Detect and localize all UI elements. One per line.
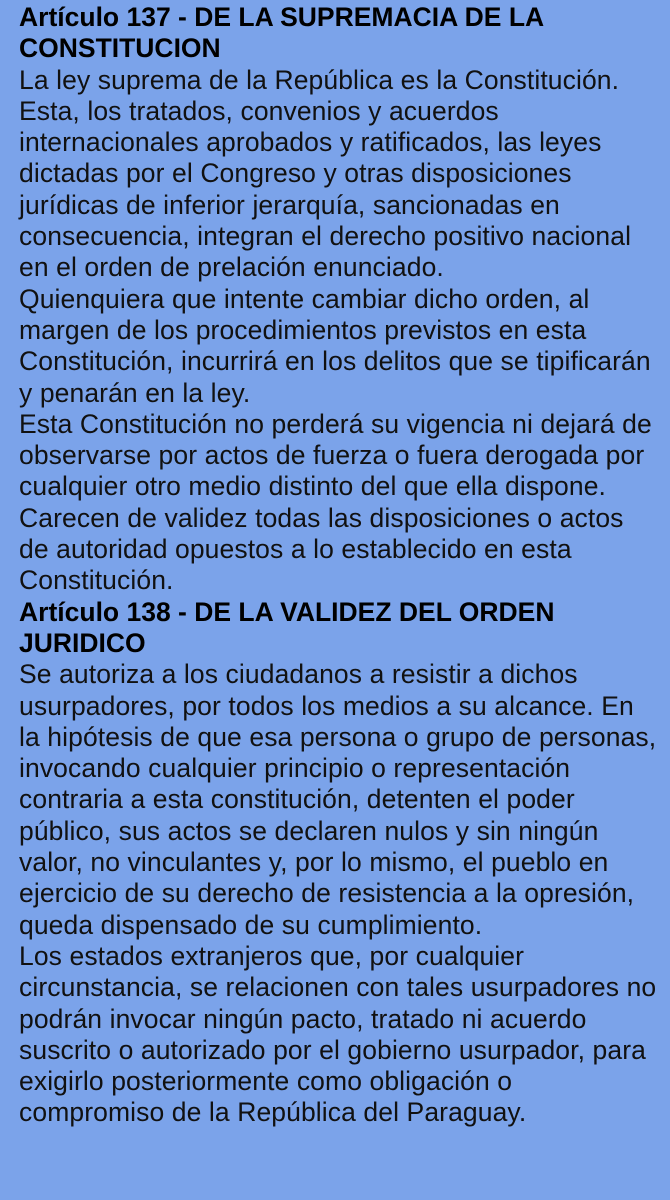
article-137-paragraph-4: Carecen de validez todas las disposiciones o actos de autoridad opuestos a lo establecido en esta Constitución. (19, 502, 624, 596)
article-138-heading: Artículo 138 - DE LA VALIDEZ DEL ORDEN JURIDICO (19, 596, 555, 658)
article-137 (19, 2, 658, 597)
article-138-paragraph-1: Se autoriza a los ciudadanos a resistir a dichos usurpadores, por todos los medios a su alcance. En la hipótesis de que esa persona o grupo de personas, invocando cualquier principio o representación contraria a esta constitución, detenten el poder público, sus actos se declaren nulos y sin ningún valor, no vinculantes y, por lo mismo, el pueblo en ejercicio de su derecho de resistencia a la opresión, queda dispensado de su cumplimiento. (19, 659, 657, 940)
article-137-paragraph-1: La ley suprema de la República es la Constitución. Esta, los tratados, convenios y acuerdos internacionales aprobados y ratificados, las leyes dictadas por el Congreso y otras disposiciones jurídicas de inferior jerarquía, sancionadas en consecuencia, integran el derecho positivo nacional en el orden de prelación enunciado. (19, 64, 632, 283)
article-137-heading: Artículo 137 - DE LA SUPREMACIA DE LA CONSTITUCION (19, 2, 544, 64)
article-138 (19, 597, 658, 1129)
article-137-paragraph-3: Esta Constitución no perderá su vigencia ni dejará de observarse por actos de fuerza o fuera derogada por cualquier otro medio distinto del que ella dispone. (19, 408, 652, 502)
article-138-paragraph-2: Los estados extranjeros que, por cualquier circunstancia, se relacionen con tales usurpadores no podrán invocar ningún pacto, tratado ni acuerdo suscrito o autorizado por el gobierno usurpador, para exigirlo posteriormente como obligación o compromiso de la República del Paraguay. (19, 940, 657, 1128)
article-137-paragraph-2: Quienquiera que intente cambiar dicho orden, al margen de los procedimientos previstos en esta Constitución, incurrirá en los delitos que se tipificarán y penarán en la ley. (19, 283, 651, 408)
